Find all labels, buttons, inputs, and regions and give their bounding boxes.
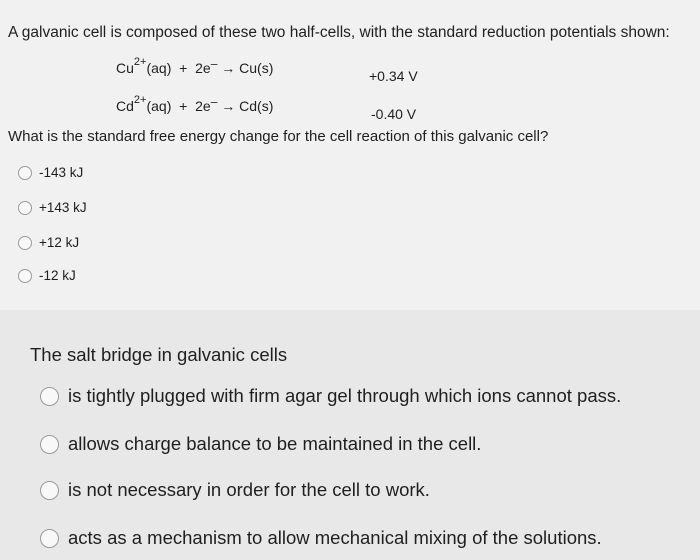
half-cell-row: [116, 56, 273, 76]
radio-button[interactable]: [40, 435, 59, 454]
radio-button[interactable]: [18, 201, 32, 215]
option-label: -143 kJ: [39, 165, 84, 180]
question-1-prompt: A galvanic cell is composed of these two half-cells, with the standard reduction potentials shown:: [8, 24, 670, 41]
option-label: +12 kJ: [39, 235, 80, 250]
question-2-prompt: The salt bridge in galvanic cells: [30, 344, 288, 365]
option-label: is tightly plugged with firm agar gel through which ions cannot pass.: [68, 385, 622, 406]
radio-button[interactable]: [40, 529, 59, 548]
answer-option[interactable]: [40, 479, 430, 501]
answer-option[interactable]: [40, 385, 621, 407]
question-1-subprompt: What is the standard free energy change for the cell reaction of this galvanic cell?: [8, 128, 549, 145]
answer-option[interactable]: [18, 200, 87, 215]
radio-button[interactable]: [18, 236, 32, 250]
answer-option[interactable]: [18, 165, 83, 180]
answer-option[interactable]: [18, 235, 79, 250]
option-label: allows charge balance to be maintained in the cell.: [68, 433, 482, 454]
arrow-icon: →: [221, 97, 236, 114]
radio-button[interactable]: [18, 269, 32, 283]
option-label: +143 kJ: [39, 200, 87, 215]
reduction-potential: -0.40 V: [371, 106, 417, 122]
option-label: is not necessary in order for the cell to work.: [68, 479, 430, 500]
option-label: acts as a mechanism to allow mechanical mixing of the solutions.: [68, 527, 602, 548]
reduction-potential: +0.34 V: [369, 68, 418, 84]
answer-option[interactable]: [40, 527, 602, 549]
half-reaction: $Cu^{2+}(aq) + 2e- \to Cu(s)$: [116, 56, 274, 76]
option-label: -12 kJ: [39, 268, 76, 283]
answer-option[interactable]: [18, 268, 76, 283]
half-reaction: $Cd^{2+}(aq) + 2e- \to Cd(s)$: [116, 94, 274, 114]
radio-button[interactable]: [40, 481, 59, 500]
half-cell-row: [116, 94, 273, 114]
answer-option[interactable]: [40, 433, 481, 455]
arrow-icon: →: [221, 59, 236, 76]
radio-button[interactable]: [18, 166, 32, 180]
radio-button[interactable]: [40, 387, 59, 406]
